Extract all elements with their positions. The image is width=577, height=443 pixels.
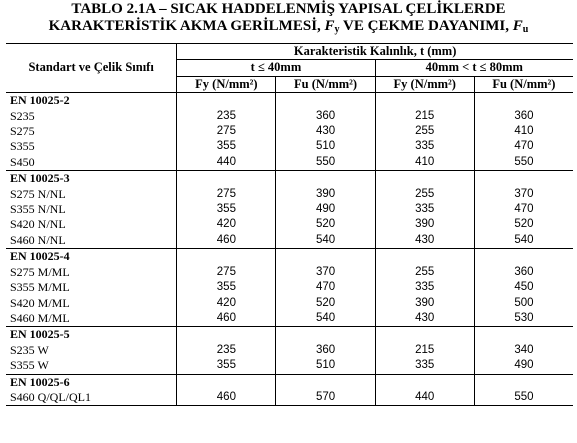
table-row: [6, 280, 573, 295]
steel-grade: S460 N/NL: [6, 233, 177, 249]
group-header-empty-cell: [276, 93, 375, 109]
steel-grade: S235 W: [6, 343, 177, 358]
table-row: [6, 343, 573, 358]
fy-value-t80: 335: [375, 202, 474, 217]
fy-value-t80: 335: [375, 358, 474, 374]
group-header-empty-cell: [474, 171, 573, 187]
fu-value-t80: 530: [514, 311, 534, 324]
fy-value-t40: 420: [177, 296, 276, 311]
fu-value-t80: 520: [514, 218, 534, 231]
group-header-empty-cell: [276, 374, 375, 390]
header-row-1: [6, 44, 573, 60]
unit-header-fy-1: Fy (N/mm²): [177, 76, 276, 92]
group-header-row: [6, 171, 573, 187]
fy-value-t80: 430: [375, 233, 474, 249]
title-line-2-prefix: KARAKTERİSTİK AKMA GERİLMESİ,: [48, 18, 325, 34]
fy-value-t40: 275: [177, 265, 276, 280]
fu-value-t80: 470: [514, 140, 534, 153]
fy-value-t80: 255: [375, 265, 474, 280]
steel-grade: S355 W: [6, 358, 177, 374]
steel-grade: S355: [6, 139, 177, 154]
table-row: [6, 155, 573, 171]
standard-column-header: Standart ve Çelik Sınıfı: [6, 44, 177, 93]
fu-value-t40: 520: [276, 217, 375, 232]
group-header-row: [6, 249, 573, 265]
title-fy-subscript: y: [334, 24, 340, 35]
fy-value-t40: 275: [177, 187, 276, 202]
group-header-row: [6, 93, 573, 109]
thickness-header: Karakteristik Kalınlık, t (mm): [177, 44, 573, 60]
steel-grade: S355 M/ML: [6, 280, 177, 295]
steel-properties-table: [6, 43, 573, 406]
steel-grade: S420 N/NL: [6, 217, 177, 232]
fy-value-t40: 460: [177, 390, 276, 406]
table-title: [0, 1, 577, 38]
fu-value-t40: 470: [276, 280, 375, 295]
fu-value-t40: 570: [276, 390, 375, 406]
fy-value-t80: 335: [375, 139, 474, 154]
fu-value-t80: 450: [514, 281, 534, 294]
group-name: EN 10025-6: [6, 374, 177, 390]
title-line-2: [0, 18, 577, 38]
table-row: [6, 233, 573, 249]
table-body: [6, 93, 573, 406]
fy-value-t80: 335: [375, 280, 474, 295]
range-2-header: 40mm < t ≤ 80mm: [375, 60, 573, 76]
fy-value-t80: 430: [375, 311, 474, 327]
fu-value-t80: 550: [514, 155, 534, 168]
group-header-row: [6, 327, 573, 343]
steel-grade: S355 N/NL: [6, 202, 177, 217]
fu-value-t40: 490: [276, 202, 375, 217]
table-row: [6, 139, 573, 154]
steel-grade: S275 M/ML: [6, 265, 177, 280]
group-header-empty-cell: [177, 171, 276, 187]
fy-value-t80: 255: [375, 187, 474, 202]
group-header-empty-cell: [276, 171, 375, 187]
fu-value-t80: 540: [514, 233, 534, 246]
fy-value-t40: 460: [177, 311, 276, 327]
fu-value-t80: 340: [514, 343, 534, 356]
table-row: [6, 202, 573, 217]
fu-value-t40: 540: [276, 233, 375, 249]
fy-value-t80: 215: [375, 343, 474, 358]
fy-value-t80: 390: [375, 217, 474, 232]
group-header-empty-cell: [474, 249, 573, 265]
steel-grade: S275: [6, 124, 177, 139]
table-row: [6, 124, 573, 139]
steel-grade: S460 Q/QL/QL1: [6, 390, 177, 406]
group-header-empty-cell: [474, 374, 573, 390]
fy-value-t40: 275: [177, 124, 276, 139]
fu-value-t40: 370: [276, 265, 375, 280]
steel-grade: S275 N/NL: [6, 187, 177, 202]
unit-header-fy-2: Fy (N/mm²): [375, 76, 474, 92]
group-header-empty-cell: [375, 171, 474, 187]
table-row: [6, 358, 573, 374]
table-row: [6, 390, 573, 406]
steel-grade: S450: [6, 155, 177, 171]
steel-grade: S460 M/ML: [6, 311, 177, 327]
table-row: [6, 311, 573, 327]
fu-value-t80: 490: [514, 359, 534, 372]
title-line-1: TABLO 2.1A – SICAK HADDELENMİŞ YAPISAL ÇELİKLERDE: [71, 1, 506, 17]
fy-value-t40: 355: [177, 139, 276, 154]
fy-value-t40: 355: [177, 202, 276, 217]
fu-value-t80: 500: [514, 296, 534, 309]
title-line-2-mid: VE ÇEKME DAYANIMI,: [339, 18, 513, 34]
fy-value-t80: 255: [375, 124, 474, 139]
fu-value-t40: 360: [276, 343, 375, 358]
fu-value-t40: 520: [276, 296, 375, 311]
table-row: [6, 265, 573, 280]
fy-value-t40: 440: [177, 155, 276, 171]
group-name: EN 10025-3: [6, 171, 177, 187]
fu-value-t40: 390: [276, 187, 375, 202]
group-header-empty-cell: [276, 249, 375, 265]
group-header-empty-cell: [276, 327, 375, 343]
fy-value-t40: 355: [177, 358, 276, 374]
group-header-empty-cell: [375, 249, 474, 265]
title-fu-subscript: u: [522, 24, 529, 35]
group-header-empty-cell: [474, 93, 573, 109]
unit-header-fu-1: Fu (N/mm²): [276, 76, 375, 92]
fy-value-t40: 235: [177, 109, 276, 124]
fu-value-t80: 370: [514, 187, 534, 200]
fy-value-t80: 390: [375, 296, 474, 311]
range-1-header: t ≤ 40mm: [177, 60, 375, 76]
fy-value-t80: 215: [375, 109, 474, 124]
table-row: [6, 217, 573, 232]
title-fu-symbol: F: [512, 18, 523, 34]
fu-value-t40: 510: [276, 139, 375, 154]
group-header-empty-cell: [474, 327, 573, 343]
fu-value-t80: 360: [514, 109, 534, 122]
fu-value-t80: 410: [514, 125, 534, 138]
group-header-row: [6, 374, 573, 390]
fu-value-t40: 510: [276, 358, 375, 374]
fy-value-t40: 460: [177, 233, 276, 249]
table-row: [6, 296, 573, 311]
table-header: [6, 44, 573, 93]
group-header-empty-cell: [177, 374, 276, 390]
fu-value-t40: 360: [276, 109, 375, 124]
title-fy-symbol: F: [324, 18, 335, 34]
group-header-empty-cell: [177, 93, 276, 109]
fu-value-t80: 470: [514, 203, 534, 216]
fy-value-t80: 410: [375, 155, 474, 171]
fu-value-t40: 540: [276, 311, 375, 327]
fu-value-t40: 550: [276, 155, 375, 171]
unit-header-fu-2: Fu (N/mm²): [474, 76, 573, 92]
fu-value-t40: 430: [276, 124, 375, 139]
fy-value-t40: 235: [177, 343, 276, 358]
fu-value-t80: 550: [474, 390, 573, 406]
fy-value-t40: 420: [177, 217, 276, 232]
table-row: [6, 187, 573, 202]
group-header-empty-cell: [177, 249, 276, 265]
group-name: EN 10025-2: [6, 93, 177, 109]
fu-value-t80: 360: [514, 265, 534, 278]
steel-grade: S420 M/ML: [6, 296, 177, 311]
group-name: EN 10025-4: [6, 249, 177, 265]
steel-grade: S235: [6, 109, 177, 124]
group-name: EN 10025-5: [6, 327, 177, 343]
fy-value-t40: 355: [177, 280, 276, 295]
group-header-empty-cell: [177, 327, 276, 343]
fy-value-t80: 440: [375, 390, 474, 406]
table-row: [6, 109, 573, 124]
group-header-empty-cell: [375, 93, 474, 109]
group-header-empty-cell: [375, 327, 474, 343]
group-header-empty-cell: [375, 374, 474, 390]
